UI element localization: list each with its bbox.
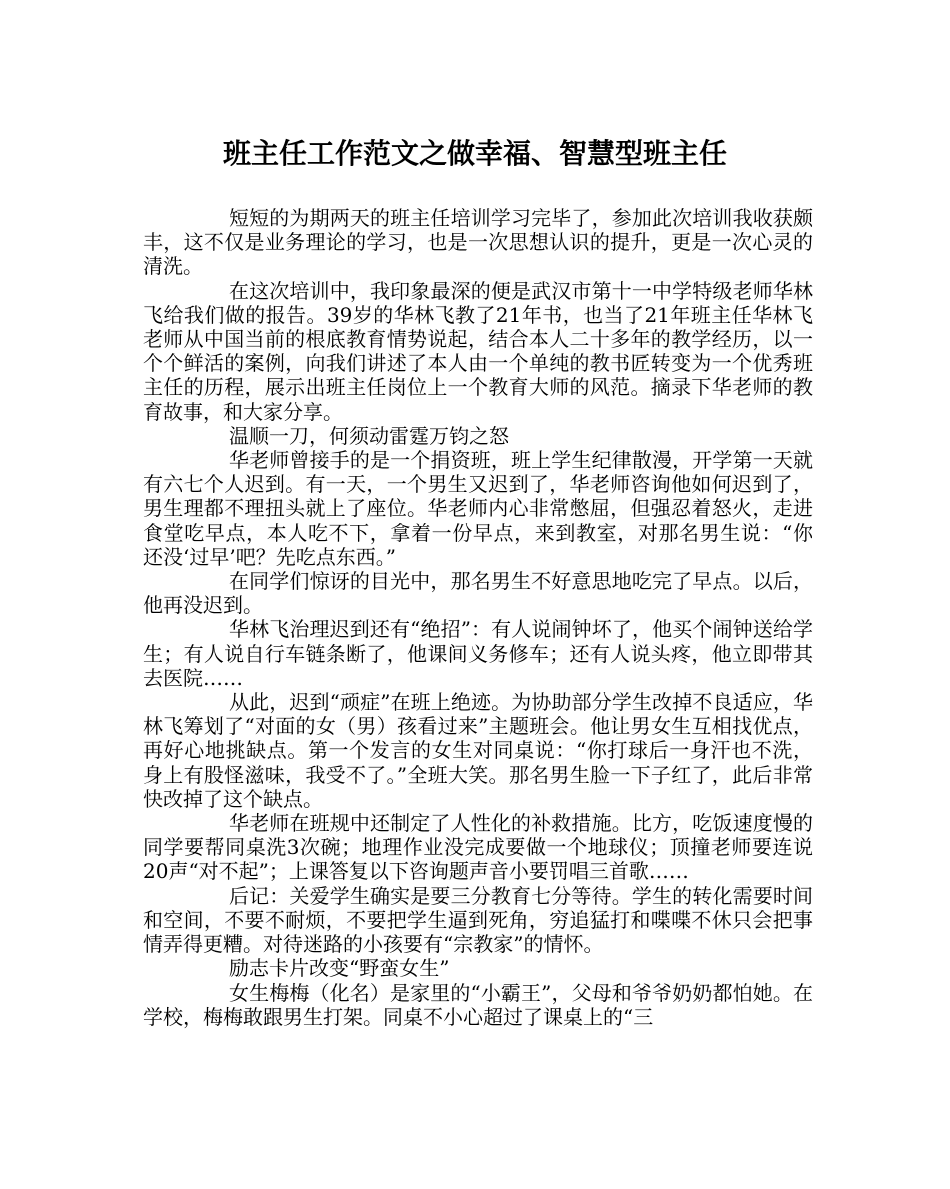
section-heading: 励志卡片改变“野蛮女生” [229, 956, 450, 981]
paragraph: 后记：关爱学生确实是要三分教育七分等待。学生的转化需要时间和空间，不要不耐烦，不要把学生逼到死角，穷追猛打和喋喋不休只会把事情弄得更糟。对待迷路的小孩要有“宗教家”的情怀。 [143, 883, 813, 957]
paragraph: 华林飞治理迟到还有“绝招”：有人说闹钟坏了，他买个闹钟送给学生；有人说自行车链条断了，他课间义务修车；还有人说头疼，他立即带其去医院…… [143, 617, 813, 690]
paragraph: 华老师在班规中还制定了人性化的补救措施。比方，吃饭速度慢的同学要帮同桌洗3次碗；地理作业没完成要做一个地球仪；顶撞老师要连说20声“对不起”；上课答复以下咨询题声音小要罚唱三首歌…… [143, 811, 813, 884]
paragraph: 短短的为期两天的班主任培训学习完毕了，参加此次培训我收获颇丰，这不仅是业务理论的学习，也是一次思想认识的提升，更是一次心灵的清洗。 [143, 206, 813, 279]
paragraph: 女生梅梅（化名）是家里的“小霸王”，父母和爷爷奶奶都怕她。在学校，梅梅敢跟男生打架。同桌不小心超过了课桌上的“三 [143, 980, 813, 1029]
paragraph: 在同学们惊讶的目光中，那名男生不好意思地吃完了早点。以后，他再没迟到。 [143, 569, 813, 618]
paragraph: 从此，迟到“顽症”在班上绝迹。为协助部分学生改掉不良适应，华林飞筹划了“对面的女（男）孩看过来”主题班会。他让男女生互相找优点，再好心地挑缺点。第一个发言的女生对同桌说：“你打球后一身汗也不洗，身上有股怪滋味，我受不了。”全班大笑。那名男生脸一下子红了，此后非常快改掉了这个缺点。 [143, 690, 813, 811]
paragraph: 在这次培训中，我印象最深的便是武汉市第十一中学特级老师华林飞给我们做的报告。39岁的华林飞教了21年书，也当了21年班主任华林飞老师从中国当前的根底教育情势说起，结合本人二十多年的教学经历，以一个个鲜活的案例，向我们讲述了本人由一个单纯的教书匠转变为一个优秀班主任的历程，展示出班主任岗位上一个教育大师的风范。摘录下华老师的教育故事，和大家分享。 [143, 278, 813, 424]
document-title: 班主任工作范文之做幸福、智慧型班主任 [222, 137, 727, 170]
paragraph: 华老师曾接手的是一个捐资班，班上学生纪律散漫，开学第一天就有六七个人迟到。有一天，一个男生又迟到了，华老师咨询他如何迟到了，男生理都不理扭头就上了座位。华老师内心非常憋屈，但强忍着怒火，走进食堂吃早点，本人吃不下，拿着一份早点，来到教室，对那名男生说：“你还没‘过早’吧？先吃点东西。” [143, 448, 813, 569]
document-body [143, 206, 813, 1029]
section-heading: 温顺一刀，何须动雷霆万钧之怒 [229, 423, 509, 448]
